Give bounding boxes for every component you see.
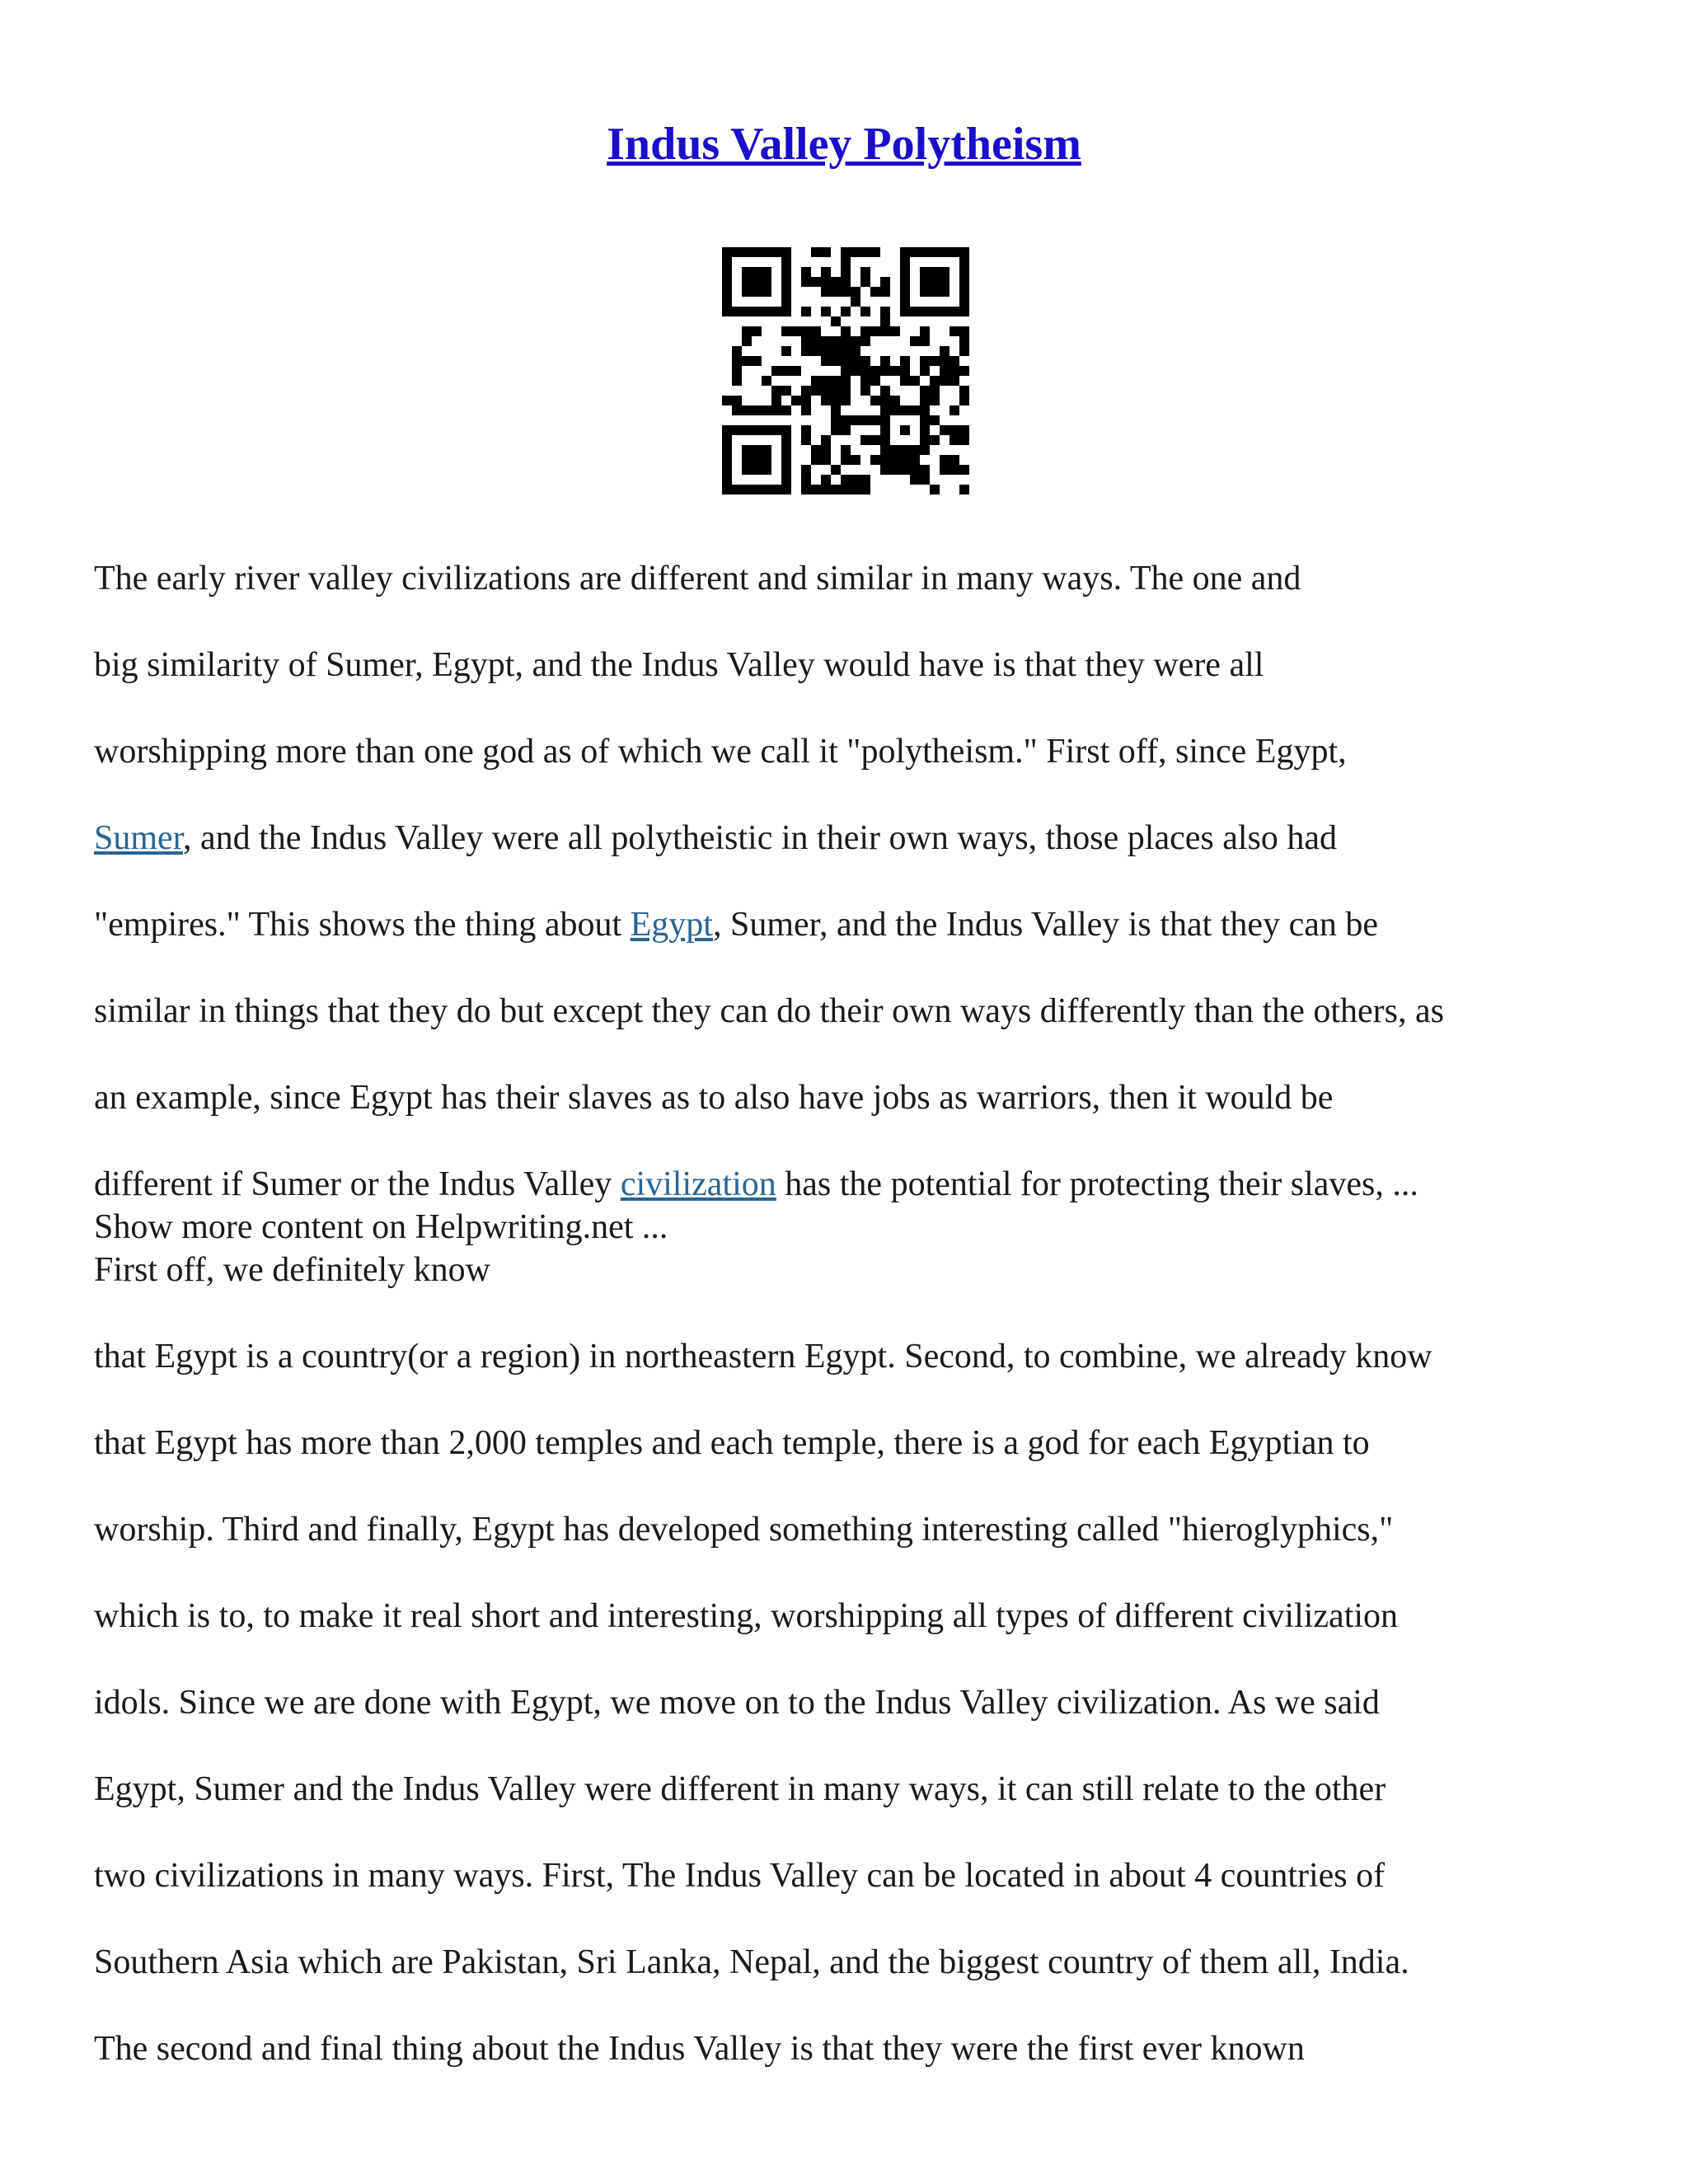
- paragraph-1-line-5: [94, 903, 1378, 946]
- paragraph-2-line-4: worship. Third and finally, Egypt has developed something interesting called "hieroglyphics,": [94, 1511, 1394, 1549]
- paragraph-1-line-4-text: , and the Indus Valley were all polytheistic in their own ways, those places also had: [182, 819, 1338, 857]
- egypt-link[interactable]: Egypt: [630, 906, 713, 944]
- paragraph-2-line-1: First off, we definitely know: [94, 1251, 490, 1289]
- paragraph-1-line-8: [94, 1163, 1418, 1206]
- title-link[interactable]: Indus Valley Polytheism: [607, 119, 1081, 170]
- paragraph-2-line-5: which is to, to make it real short and interesting, worshipping all types of different civilization: [94, 1597, 1399, 1635]
- sumer-link[interactable]: Sumer: [94, 819, 183, 857]
- paragraph-1-line-2: big similarity of Sumer, Egypt, and the Indus Valley would have is that they were all: [94, 646, 1264, 684]
- paragraph-2-line-7: Egypt, Sumer and the Indus Valley were different in many ways, it can still relate to the other: [94, 1770, 1386, 1808]
- paragraph-1-line-8-post: has the potential for protecting their slaves, ...: [776, 1165, 1418, 1203]
- paragraph-2-line-10: The second and final thing about the Indus Valley is that they were the first ever known: [94, 2030, 1305, 2068]
- page-title: [0, 115, 1688, 173]
- paragraph-1-line-5-post: , Sumer, and the Indus Valley is that they can be: [712, 906, 1378, 944]
- paragraph-1-line-7: an example, since Egypt has their slaves as to also have jobs as warriors, then it would be: [94, 1079, 1334, 1117]
- civilization-link[interactable]: civilization: [620, 1165, 776, 1203]
- qr-code-icon: [722, 247, 969, 494]
- paragraph-1-line-4: [94, 817, 1337, 860]
- paragraph-1-line-1: The early river valley civilizations are different and similar in many ways. The one and: [94, 560, 1301, 598]
- paragraph-2-line-6: idols. Since we are done with Egypt, we move on to the Indus Valley civilization. As we said: [94, 1684, 1380, 1722]
- paragraph-1-line-5-pre: "empires." This shows the thing about: [94, 906, 631, 944]
- paragraph-1-line-8-pre: different if Sumer or the Indus Valley: [94, 1165, 621, 1203]
- paragraph-1-line-6: similar in things that they do but except they can do their own ways differently than the others, as: [94, 992, 1444, 1030]
- paragraph-2-line-3: that Egypt has more than 2,000 temples and each temple, there is a god for each Egyptian to: [94, 1424, 1370, 1462]
- paragraph-2-line-2: that Egypt is a country(or a region) in northeastern Egypt. Second, to combine, we already know: [94, 1338, 1432, 1376]
- show-more-link[interactable]: Show more content on Helpwriting.net ...: [94, 1208, 668, 1246]
- paragraph-2-line-9: Southern Asia which are Pakistan, Sri Lanka, Nepal, and the biggest country of them all, India.: [94, 1943, 1409, 1981]
- paragraph-1-line-3: worshipping more than one god as of which we call it "polytheism." First off, since Egypt,: [94, 733, 1347, 771]
- paragraph-2-line-8: two civilizations in many ways. First, The Indus Valley can be located in about 4 countries of: [94, 1857, 1386, 1895]
